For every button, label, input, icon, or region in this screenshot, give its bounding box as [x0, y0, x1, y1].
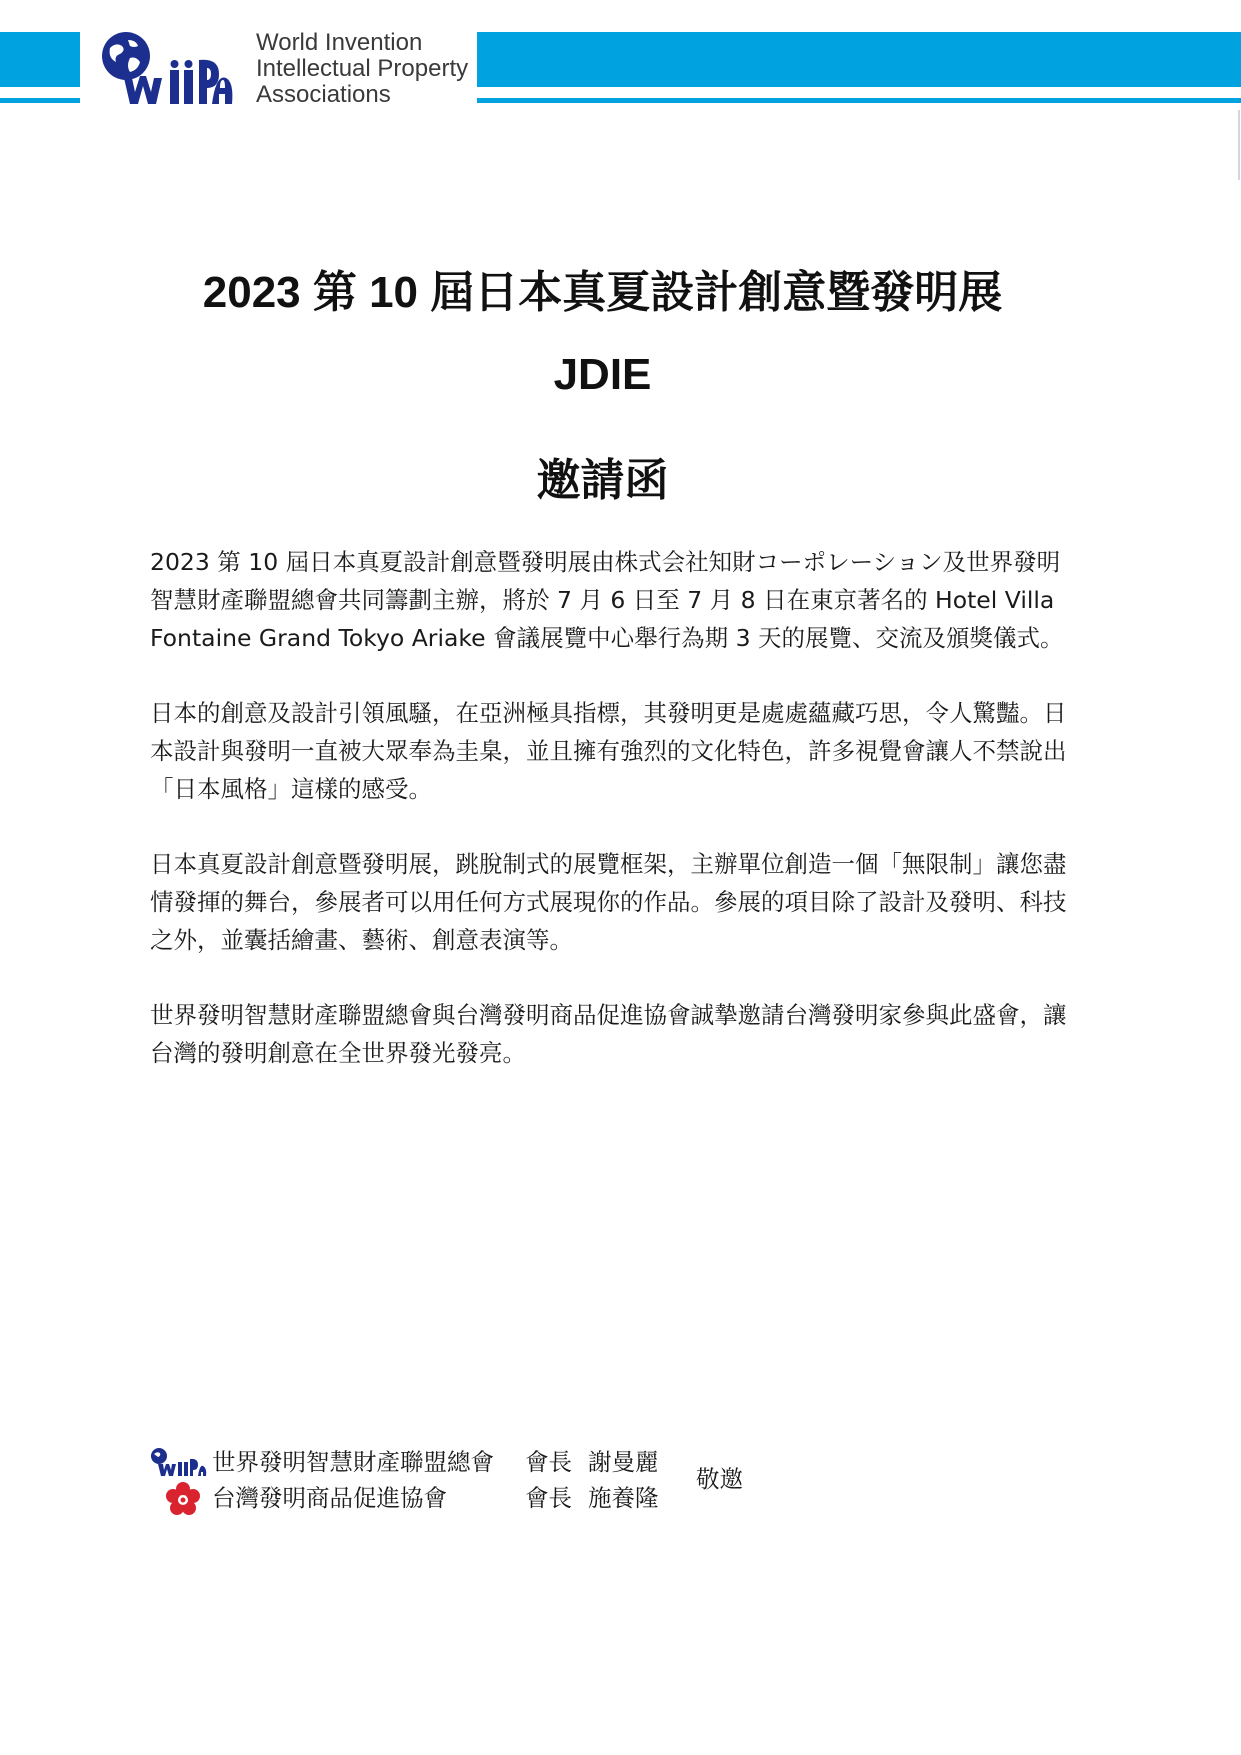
association-name-line3: Associations	[256, 81, 391, 108]
document-title: 2023 第 10 屆日本真夏設計創意暨發明展	[202, 268, 1003, 317]
association-name	[256, 30, 468, 108]
header-bar-left	[0, 32, 80, 87]
event-abbreviation: JDIE	[553, 350, 652, 399]
paragraph: 日本的創意及設計引領風騷，在亞洲極具指標，其發明更是處處蘊藏巧思，令人驚豔。日本設計與發明一直被大眾奉為圭臬，並且擁有強烈的文化特色，許多視覺會讓人不禁說出「日本風格」這樣的感受。	[150, 699, 1067, 803]
signature-org: 台灣發明商品促進協會	[212, 1484, 447, 1512]
signature-title: 會長	[525, 1484, 572, 1512]
paragraph: 世界發明智慧財產聯盟總會與台灣發明商品促進協會誠摯邀請台灣發明家參與此盛會，讓台灣的發明創意在全世界發光發亮。	[150, 1001, 1067, 1067]
header-line-right	[477, 98, 1241, 103]
header-line-left	[0, 98, 80, 103]
closing-text: 敬邀	[696, 1465, 743, 1493]
signature-title: 會長	[525, 1448, 572, 1476]
plum-blossom-logo-icon	[166, 1482, 200, 1516]
wiipa-small-logo-icon	[150, 1447, 208, 1477]
signature-name: 謝曼麗	[588, 1448, 659, 1476]
association-name-line2: Intellectual Property	[256, 55, 469, 82]
wiipa-logo-icon	[100, 30, 240, 110]
paragraph: 日本真夏設計創意暨發明展，跳脫制式的展覽框架，主辦單位創造一個「無限制」讓您盡情發揮的舞台，參展者可以用任何方式展現你的作品。參展的項目除了設計及發明、科技之外，並囊括繪畫、藝術、創意表演等。	[150, 850, 1067, 954]
paragraph: 2023 第 10 屆日本真夏設計創意暨發明展由株式会社知財コーポレーション及世界發明智慧財產聯盟總會共同籌劃主辦，將於 7 月 6 日至 7 月 8 日在東京著名的 Hotel Villa Fontaine Grand Tokyo Ariake 會議展覽中心舉行為期 3 天的展覽、交流及頒獎儀式。	[150, 548, 1064, 652]
letter-body	[150, 543, 1072, 1109]
invitation-heading: 邀請函	[536, 456, 669, 505]
signature-name: 施養隆	[588, 1484, 659, 1512]
association-name-line1: World Invention	[256, 29, 423, 56]
page-edge-line	[1238, 110, 1240, 180]
signature-org: 世界發明智慧財產聯盟總會	[212, 1448, 494, 1476]
header-bar-right	[477, 32, 1241, 87]
